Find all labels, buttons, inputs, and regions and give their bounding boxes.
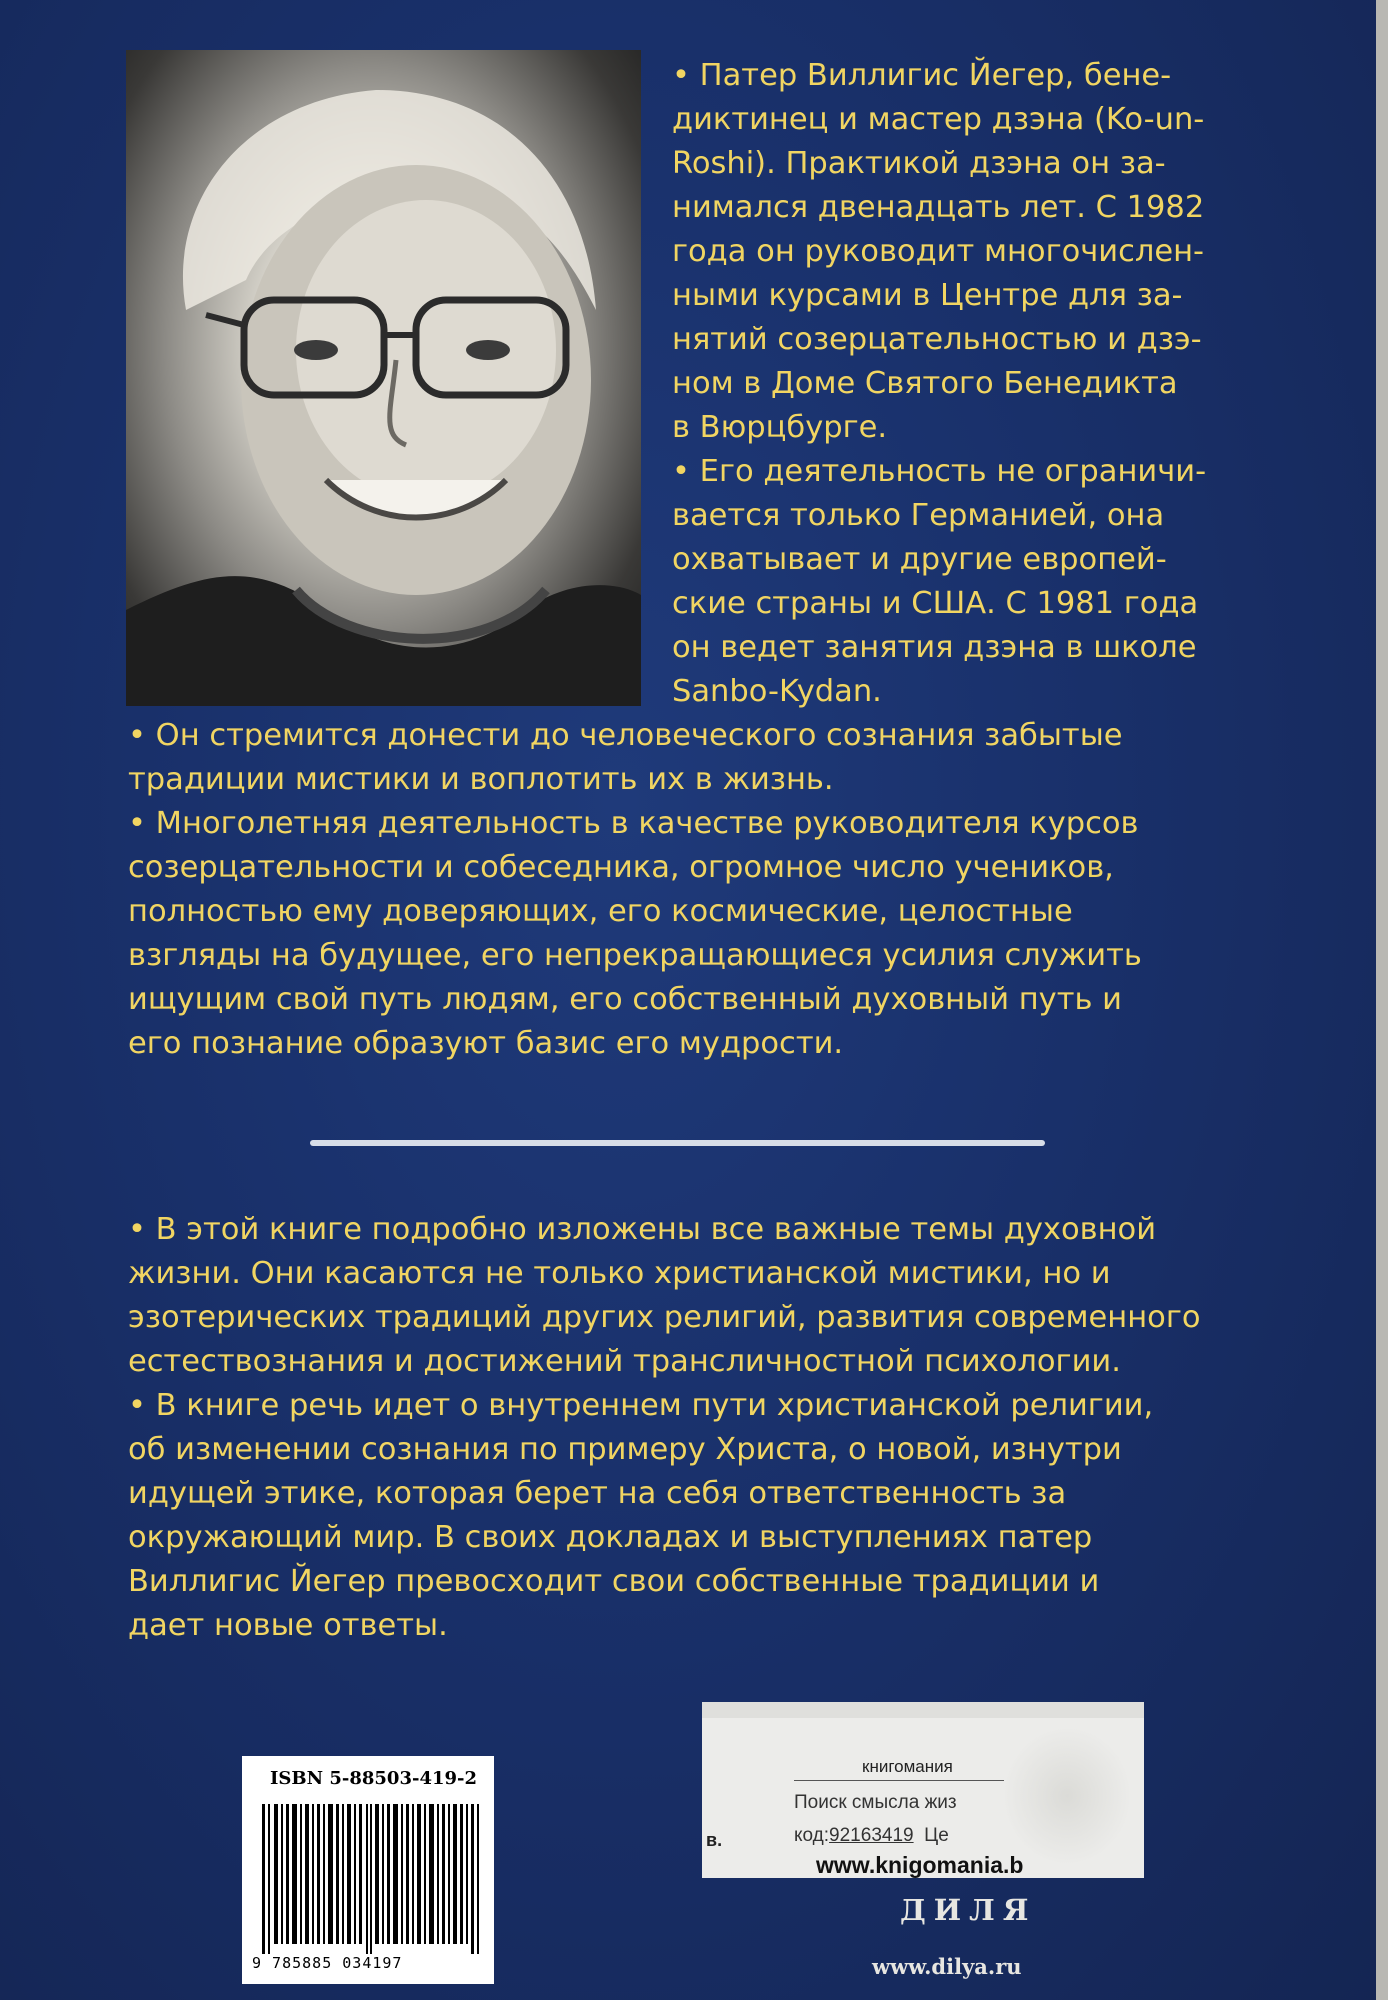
text-line: вается только Германией, она xyxy=(672,498,1165,533)
text-line: • Его деятельность не ограничи- xyxy=(672,454,1207,489)
divider-rule xyxy=(310,1140,1045,1146)
author-photo xyxy=(126,50,641,706)
publisher-logo: ДИЛЯ xyxy=(900,1893,1037,1927)
text-line: традиции мистики и воплотить их в жизнь. xyxy=(128,762,834,797)
text-line: года он руководит многочислен- xyxy=(672,234,1205,269)
text-line: естествознания и достижений транcличностной психологии. xyxy=(128,1344,1121,1379)
text-line: ские страны и США. С 1981 года xyxy=(672,586,1199,621)
book-description xyxy=(128,1208,1238,1648)
text-line: • В этой книге подробно изложены все важные темы духовной xyxy=(128,1212,1157,1247)
text-line: ищущим свой путь людям, его собственный духовный путь и xyxy=(128,982,1122,1017)
store-website: www.knigomania.b xyxy=(816,1852,1024,1878)
text-line: • Патер Виллигис Йегер, бене- xyxy=(672,58,1172,93)
sticker-fragment: в. xyxy=(706,1830,723,1850)
text-line: окружающий мир. В своих докладах и выступлениях патер xyxy=(128,1520,1093,1555)
text-line: взгляды на будущее, его непрекращающиеся усилия служить xyxy=(128,938,1142,973)
text-line: он ведет занятия дзэна в школе xyxy=(672,630,1197,665)
price-label: Це xyxy=(924,1825,949,1846)
text-line: нятий созерцательностью и дзэ- xyxy=(672,322,1202,357)
text-line: его познание образуют базис его мудрости. xyxy=(128,1026,844,1061)
barcode-digits: 9 785885 034197 xyxy=(252,1954,403,1972)
text-line: в Вюрцбурге. xyxy=(672,410,888,445)
text-line: об изменении сознания по примеру Христа, о новой, изнутри xyxy=(128,1432,1122,1467)
publisher-website: www.dilya.ru xyxy=(872,1954,1022,1979)
text-line: эзотерических традиций других религий, развития современного xyxy=(128,1300,1201,1335)
text-line: идущей этике, которая берет на себя ответственность за xyxy=(128,1476,1067,1511)
author-bio-wide xyxy=(128,714,1238,1066)
sticker-divider xyxy=(794,1780,1004,1781)
text-line: ном в Доме Святого Бенедикта xyxy=(672,366,1178,401)
price-sticker xyxy=(702,1702,1144,1878)
sticker-code xyxy=(794,1825,949,1847)
isbn-number: ISBN 5-88503-419-2 xyxy=(270,1768,478,1789)
author-bio-top xyxy=(672,54,1232,714)
text-line: • В книге речь идет о внутреннем пути христианской религии, xyxy=(128,1388,1154,1423)
text-line: ными курсами в Центре для за- xyxy=(672,278,1183,313)
text-line: созерцательности и собеседника, огромное число учеников, xyxy=(128,850,1114,885)
text-line: полностью ему доверяющих, его космические, целостные xyxy=(128,894,1073,929)
sticker-wear xyxy=(1002,1726,1132,1866)
text-line: дает новые ответы. xyxy=(128,1608,448,1643)
text-line: диктинец и мастер дзэна (Ko-un- xyxy=(672,102,1205,137)
text-line: Sanbo-Kydan. xyxy=(672,674,882,709)
text-line: • Многолетняя деятельность в качестве руководителя курсов xyxy=(128,806,1139,841)
text-line: • Он стремится донести до человеческого сознания забытые xyxy=(128,718,1123,753)
text-line: нимался двенадцать лет. С 1982 xyxy=(672,190,1205,225)
text-line: охватывает и другие европей- xyxy=(672,542,1167,577)
text-line: Roshi). Практикой дзэна он за- xyxy=(672,146,1166,181)
text-line: жизни. Они касаются не только христианской мистики, но и xyxy=(128,1256,1111,1291)
sticker-strip xyxy=(702,1702,1144,1718)
text-line: Виллигис Йегер превосходит свои собственные традиции и xyxy=(128,1564,1100,1599)
sticker-book-title: Поиск смысла жиз xyxy=(794,1792,957,1813)
store-name: книгомания xyxy=(862,1757,953,1776)
code-value: 92163419 xyxy=(829,1825,914,1846)
isbn-barcode-box xyxy=(242,1756,494,1984)
page-edge xyxy=(1376,0,1388,2000)
barcode-icon xyxy=(262,1804,482,1954)
code-label: код: xyxy=(794,1825,830,1846)
